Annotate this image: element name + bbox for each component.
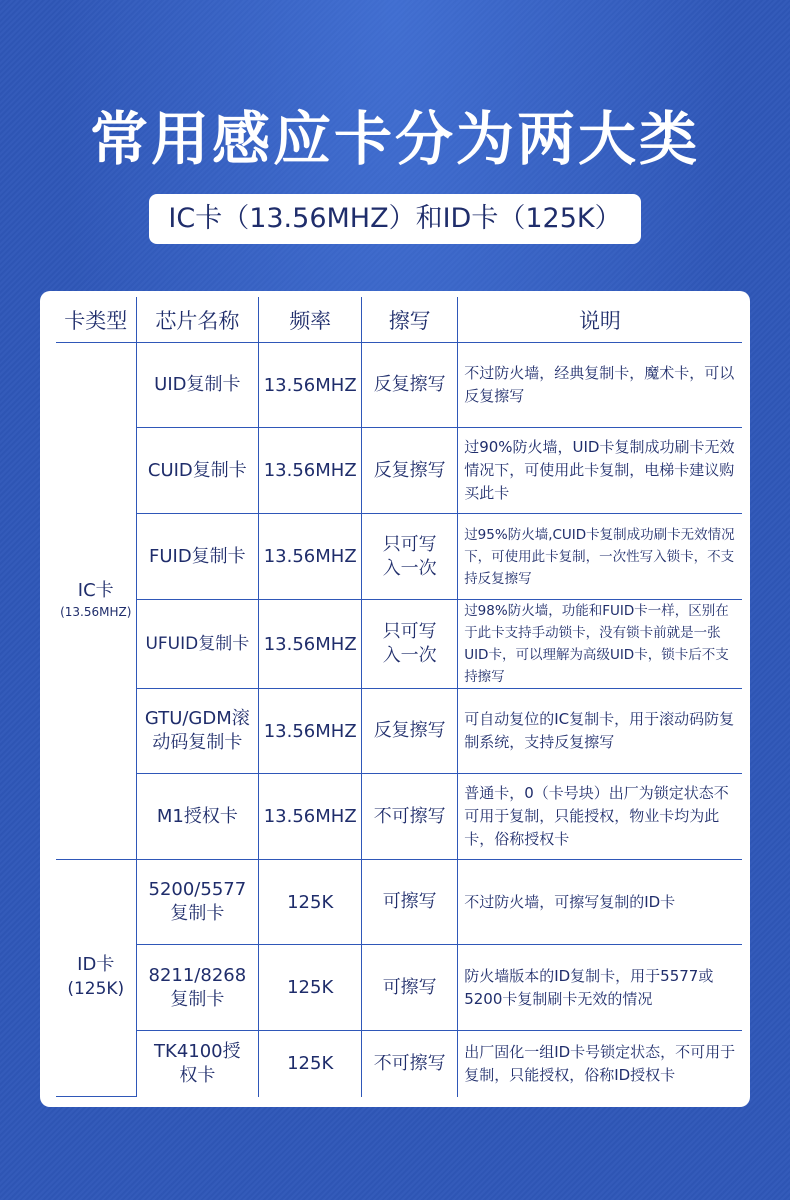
table-row: [56, 514, 742, 600]
header-frequency: 频率: [259, 297, 362, 343]
table-header-row: [56, 297, 742, 343]
id-group-cell: [56, 860, 136, 1097]
ic-group-cell: [56, 343, 136, 860]
rewrite-mode: 可擦写: [362, 945, 458, 1031]
ic-group-label: IC卡: [77, 580, 114, 601]
id-group-label: ID卡: [77, 954, 115, 975]
rewrite-mode: 可擦写: [362, 860, 458, 945]
frequency: 13.56MHZ: [259, 689, 362, 774]
rewrite-mode: 只可写入一次: [362, 514, 458, 600]
chip-name: FUID复制卡: [136, 514, 259, 600]
frequency: 13.56MHZ: [259, 600, 362, 689]
description: 防火墙版本的ID复制卡，用于5577或5200卡复制刷卡无效的情况: [458, 945, 742, 1031]
description: 普通卡，0（卡号块）出厂为锁定状态不可用于复制，只能授权，物业卡均为此卡，俗称授权卡: [458, 774, 742, 860]
chip-name: CUID复制卡: [136, 428, 259, 514]
table-row: [56, 600, 742, 689]
description: 不过防火墙，经典复制卡，魔术卡，可以反复擦写: [458, 343, 742, 428]
table-row: [56, 428, 742, 514]
frequency: 125K: [259, 860, 362, 945]
chip-name: GTU/GDM滚动码复制卡: [136, 689, 259, 774]
table-row: [56, 945, 742, 1031]
rewrite-mode: 不可擦写: [362, 774, 458, 860]
rewrite-mode: 反复擦写: [362, 428, 458, 514]
id-group-sublabel: (125K): [67, 979, 125, 999]
description: 过90%防火墙，UID卡复制成功刷卡无效情况下，可使用此卡复制，电梯卡建议购买此卡: [458, 428, 742, 514]
chip-name: TK4100授权卡: [136, 1031, 259, 1097]
description: 过98%防火墙，功能和FUID卡一样，区别在于此卡支持手动锁卡，没有锁卡前就是一张UID卡，可以理解为高级UID卡，锁卡后不支持擦写: [458, 600, 742, 689]
rewrite-mode: 反复擦写: [362, 689, 458, 774]
frequency: 13.56MHZ: [259, 774, 362, 860]
header-rewrite: 擦写: [362, 297, 458, 343]
chip-name: M1授权卡: [136, 774, 259, 860]
header-chip-name: 芯片名称: [136, 297, 259, 343]
table-row: [56, 774, 742, 860]
subtitle-pill: IC卡（13.56MHZ）和ID卡（125K）: [149, 194, 641, 244]
description: 可自动复位的IC复制卡，用于滚动码防复制系统，支持反复擦写: [458, 689, 742, 774]
page-title: 常用感应卡分为两大类: [89, 105, 700, 173]
table-card: [40, 291, 750, 1107]
chip-name: 8211/8268复制卡: [136, 945, 259, 1031]
rewrite-mode: 不可擦写: [362, 1031, 458, 1097]
ic-group-sublabel: (13.56MHZ): [60, 605, 132, 619]
description: 出厂固化一组ID卡号锁定状态，不可用于复制，只能授权，俗称ID授权卡: [458, 1031, 742, 1097]
table-row: [56, 343, 742, 428]
rewrite-mode: 只可写入一次: [362, 600, 458, 689]
table-row: [56, 860, 742, 945]
table-row: [56, 1031, 742, 1097]
card-comparison-table: [56, 297, 742, 1097]
header-card-type: 卡类型: [56, 297, 136, 343]
description: 过95%防火墙,CUID卡复制成功刷卡无效情况下，可使用此卡复制，一次性写入锁卡，不支持反复擦写: [458, 514, 742, 600]
header-description: 说明: [458, 297, 742, 343]
rewrite-mode: 反复擦写: [362, 343, 458, 428]
chip-name: UFUID复制卡: [136, 600, 259, 689]
chip-name: 5200/5577复制卡: [136, 860, 259, 945]
description: 不过防火墙，可擦写复制的ID卡: [458, 860, 742, 945]
chip-name: UID复制卡: [136, 343, 259, 428]
table-row: [56, 689, 742, 774]
frequency: 125K: [259, 945, 362, 1031]
frequency: 13.56MHZ: [259, 343, 362, 428]
frequency: 13.56MHZ: [259, 428, 362, 514]
frequency: 125K: [259, 1031, 362, 1097]
frequency: 13.56MHZ: [259, 514, 362, 600]
